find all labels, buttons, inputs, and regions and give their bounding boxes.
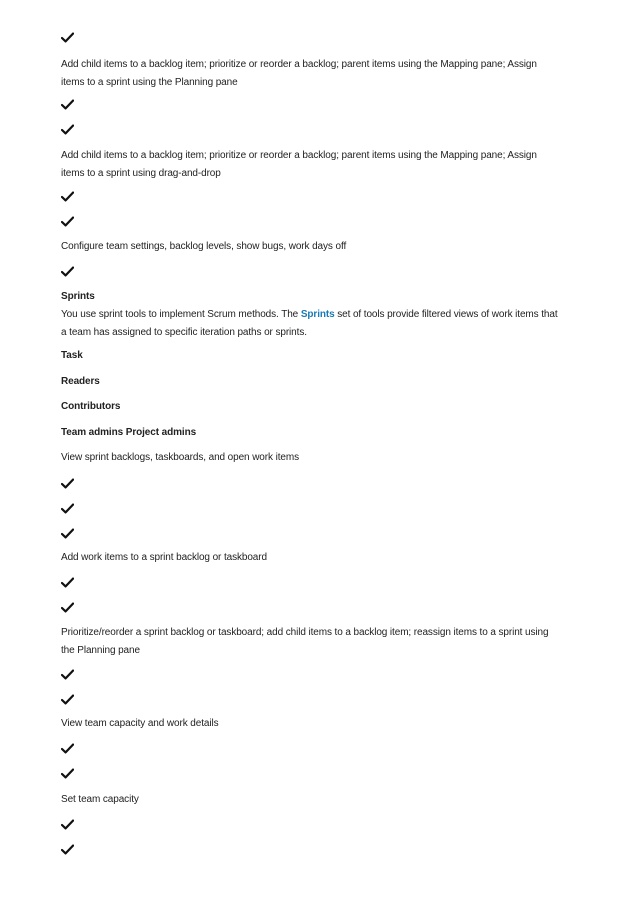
checkmark-icon (61, 32, 74, 43)
checkmark-icon (61, 216, 74, 227)
checkmark-icon (61, 577, 74, 588)
checkmark-icon (61, 99, 74, 110)
checkmark-icon (61, 602, 74, 613)
intro-text-before: You use sprint tools to implement Scrum methods. The (61, 309, 301, 320)
section-heading-sprints: Sprints (61, 291, 95, 302)
backlog-permission-text: Add child items to a backlog item; prioritize or reorder a backlog; parent items using the Mapping pane; Assign items to a sprint using drag-and-drop (61, 150, 537, 179)
column-header-readers: Readers (61, 376, 100, 387)
checkmark-icon (61, 266, 74, 277)
column-header-task: Task (61, 350, 83, 361)
checkmark-icon (61, 768, 74, 779)
backlog-permission-text: Add child items to a backlog item; prioritize or reorder a backlog; parent items using the Mapping pane; Assign items to a sprint using the Planning pane (61, 59, 537, 88)
checkmark-icon (61, 694, 74, 705)
task-row-label: Prioritize/reorder a sprint backlog or taskboard; add child items to a backlog item; reassign items to a sprint using the Planning pane (61, 627, 549, 656)
checkmark-icon (61, 503, 74, 514)
checkmark-icon (61, 844, 74, 855)
column-header-admins: Team admins Project admins (61, 427, 197, 438)
checkmark-icon (61, 819, 74, 830)
column-header-contributors: Contributors (61, 401, 121, 412)
task-row-label: Add work items to a sprint backlog or taskboard (61, 552, 267, 563)
checkmark-icon (61, 191, 74, 202)
checkmark-icon (61, 124, 74, 135)
team-settings-text: Configure team settings, backlog levels, show bugs, work days off (61, 241, 347, 252)
checkmark-icon (61, 743, 74, 754)
checkmark-icon (61, 478, 74, 489)
task-row-label: Set team capacity (61, 794, 139, 805)
checkmark-icon (61, 528, 74, 539)
intro-text-after: set of tools provide filtered views of work items that a team has assigned to specific iteration paths or sprints. (61, 309, 558, 338)
task-row-label: View sprint backlogs, taskboards, and open work items (61, 452, 299, 463)
sprints-intro-paragraph (61, 306, 561, 342)
checkmark-icon (61, 669, 74, 680)
task-row-label: View team capacity and work details (61, 718, 219, 729)
sprints-link[interactable]: Sprints (300, 309, 335, 320)
